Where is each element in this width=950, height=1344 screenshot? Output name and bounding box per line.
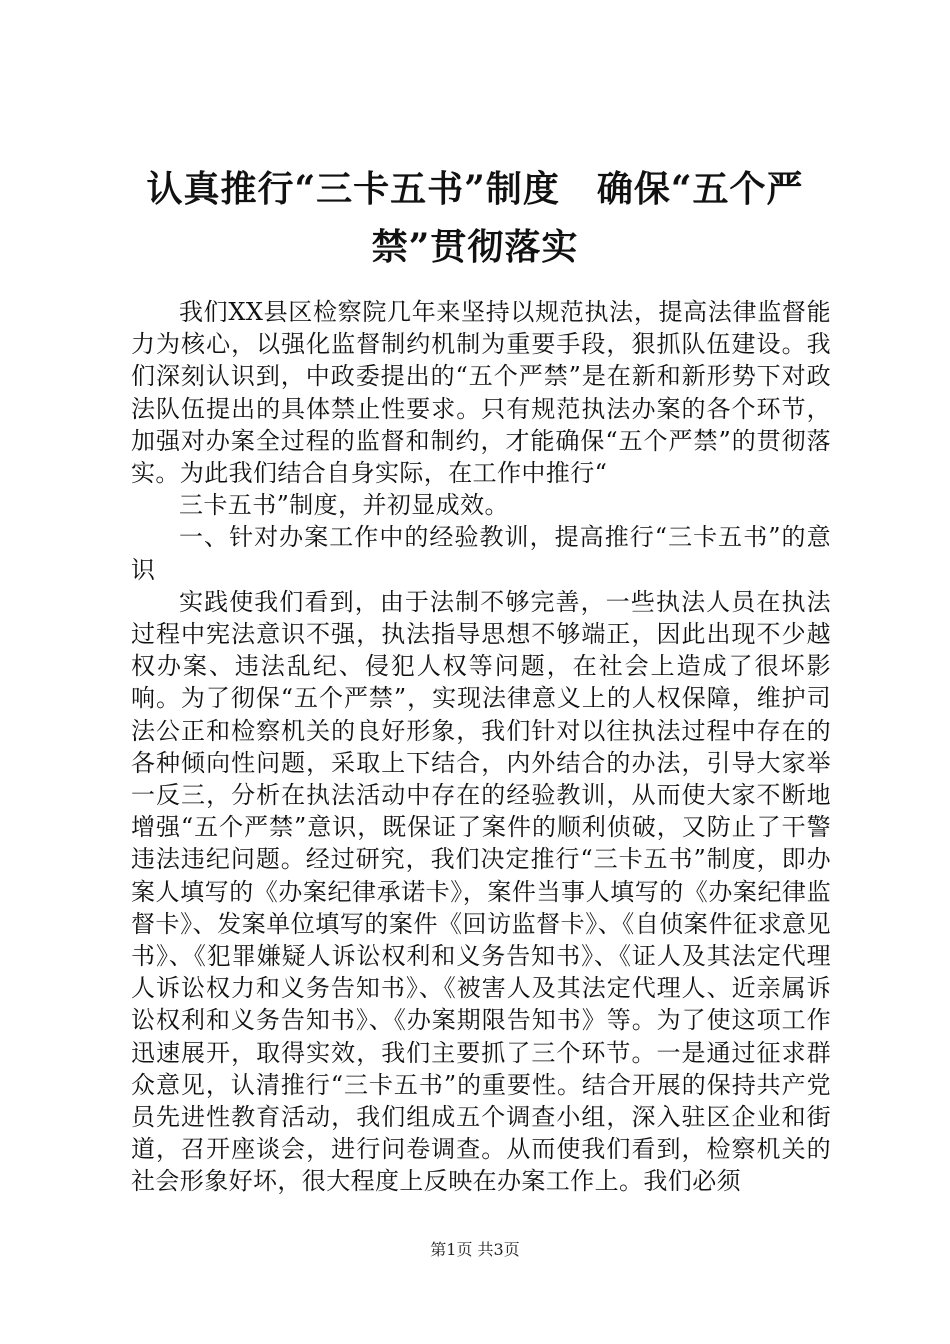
page-footer: 第1页 共3页 [430,1240,520,1259]
title-line-2: 禁”贯彻落实 [371,226,579,268]
paragraph-section-1: 实践使我们看到，由于法制不够完善，一些执法人员在执法过程中宪法意识不强，执法指导思想不够端正，因此出现不少越权办案、违法乱纪、侵犯人权等问题，在社会上造成了很坏影响。为了彻保“五个严禁”，实现法律意义上的人权保障，维护司法公正和检察机关的良好形象，我们针对以往执法过程中存在的各种倾向性问题，采取上下结合，内外结合的办法，引导大家举一反三，分析在执法活动中存在的经验教训，从而使大家不断地增强“五个严禁”意识，既保证了案件的顺利侦破，又防止了干警违法违纪问题。经过研究，我们决定推行“三卡五书”制度，即办案人填写的《办案纪律承诺卡》，案件当事人填写的《办案纪律监督卡》、发案单位填写的案件《回访监督卡》、《自侦案件征求意见书》、《犯罪嫌疑人诉讼权利和义务告知书》、《证人及其法定代理人诉讼权力和义务告知书》、《被害人及其法定代理人、近亲属诉讼权利和义务告知书》、《办案期限告知书》等。为了使这项工作迅速展开，取得实效，我们主要抓了三个环节。一是通过征求群众意见，认清推行“三卡五书”的重要性。结合开展的保持共产党员先进性教育活动，我们组成五个调查小组，深入驻区企业和街道，召开座谈会，进行问卷调查。从而使我们看到，检察机关的社会形象好坏，很大程度上反映在办案工作上。我们必须 [131,587,831,1196]
paragraph-intro-continued: 三卡五书”制度，并初显成效。 [179,491,509,520]
document-body [131,296,831,1198]
paragraph-intro: 我们XX县区检察院几年来坚持以规范执法，提高法律监督能力为核心，以强化监督制约机制为重要手段，狠抓队伍建设。我们深刻认识到，中政委提出的“五个严禁”是在新和新形势下对政法队伍提出的具体禁止性要求。只有规范执法办案的各个环节，加强对办案全过程的监督和制约，才能确保“五个严禁”的贯彻落实。为此我们结合自身实际，在工作中推行“ [131,298,831,488]
section-heading-1: 一、针对办案工作中的经验教训，提高推行“三卡五书”的意识 [131,523,831,584]
title-line-1: 认真推行“三卡五书”制度 确保“五个严 [146,168,804,210]
document-title [110,160,840,276]
